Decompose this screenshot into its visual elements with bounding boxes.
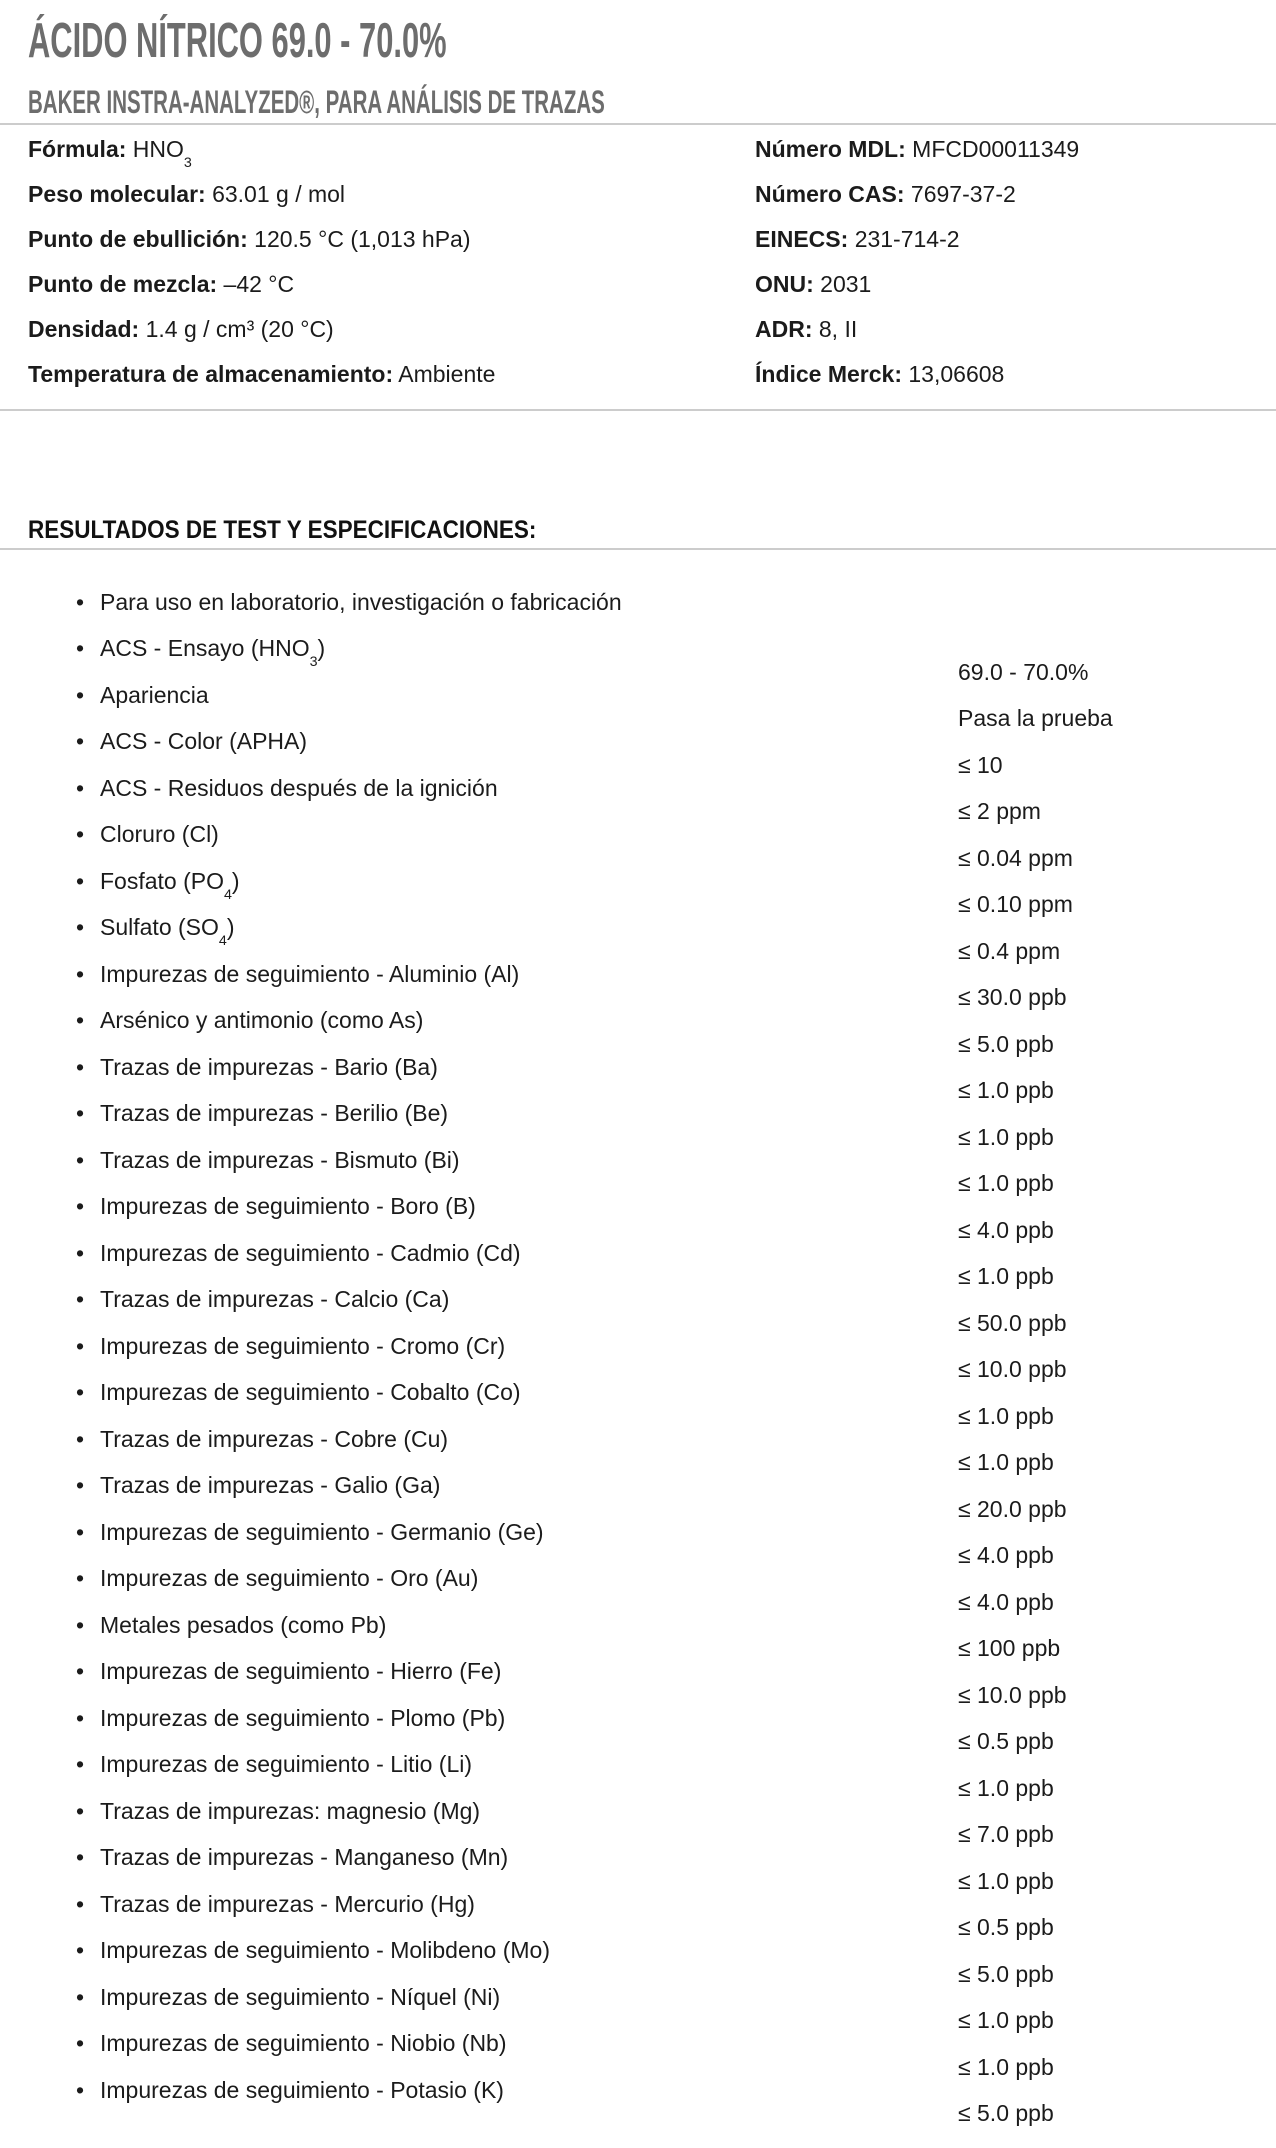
test-label: Impurezas de seguimiento - Niobio (Nb) — [100, 2030, 507, 2057]
value-item: ≤ 1.0 ppb — [958, 1867, 1054, 1894]
property-row — [755, 172, 1276, 217]
chem-subscript: 3 — [309, 654, 318, 671]
bullet-icon: • — [76, 1704, 85, 1731]
test-label: ACS - Residuos después de la ignición — [100, 774, 498, 801]
test-label: Para uso en laboratorio, investigación o fabricación — [100, 588, 622, 615]
bullet-icon: • — [76, 1379, 85, 1406]
property-label: Número CAS: — [755, 181, 905, 207]
bullet-icon: • — [76, 1146, 85, 1173]
test-label: Impurezas de seguimiento - Boro (B) — [100, 1193, 476, 1220]
bullet-icon: • — [76, 681, 85, 708]
value-item: ≤ 0.5 ppb — [958, 1914, 1054, 1941]
test-label: Impurezas de seguimiento - Plomo (Pb) — [100, 1704, 506, 1731]
bullet-icon: • — [76, 1611, 85, 1638]
property-value: MFCD00011349 — [912, 136, 1080, 162]
value-item: ≤ 100 ppb — [958, 1635, 1061, 1662]
properties-column-left — [28, 127, 755, 397]
value-item: ≤ 1.0 ppb — [958, 2007, 1054, 2034]
bullet-icon: • — [76, 728, 85, 755]
value-item: ≤ 50.0 ppb — [958, 1309, 1067, 1336]
bullet-icon: • — [76, 1658, 85, 1685]
property-value: 8, II — [818, 316, 858, 342]
properties-table — [28, 127, 1276, 397]
properties-column-right — [755, 127, 1276, 397]
value-item: ≤ 10.0 ppb — [958, 1681, 1067, 1708]
value-item: ≤ 1.0 ppb — [958, 1263, 1054, 1290]
value-item: ≤ 1.0 ppb — [958, 1402, 1054, 1429]
value-item: ≤ 10.0 ppb — [958, 1356, 1067, 1383]
bullet-icon: • — [76, 1983, 85, 2010]
test-label: Impurezas de seguimiento - Oro (Au) — [100, 1565, 479, 1592]
bullet-icon: • — [76, 1937, 85, 1964]
property-label: Fórmula: — [28, 136, 127, 162]
value-item: ≤ 5.0 ppb — [958, 2100, 1054, 2127]
bullet-icon: • — [76, 1844, 85, 1871]
test-label: Sulfato $(SO_4)$ — [100, 914, 235, 950]
test-label: Impurezas de seguimiento - Potasio (K) — [100, 2076, 504, 2103]
test-label: Arsénico y antimonio (como As) — [100, 1007, 424, 1034]
test-label: Trazas de impurezas - Galio (Ga) — [100, 1472, 441, 1499]
test-label: Impurezas de seguimiento - Níquel (Ni) — [100, 1983, 501, 2010]
value-item: ≤ 2 ppm — [958, 798, 1041, 825]
bullet-icon: • — [76, 1472, 85, 1499]
value-item: ≤ 1.0 ppb — [958, 1774, 1054, 1801]
test-label: Trazas de impurezas - Cobre (Cu) — [100, 1425, 449, 1452]
value-item: ≤ 4.0 ppb — [958, 1542, 1054, 1569]
bullet-icon: • — [76, 1890, 85, 1917]
property-value: 13,06608 — [908, 361, 1005, 387]
bullet-icon: • — [76, 635, 85, 662]
value-item: ≤ 1.0 ppb — [958, 1123, 1054, 1150]
page-title-text: ÁCIDO NÍTRICO 69.0 - 70.0% — [28, 14, 447, 68]
property-label: Densidad: — [28, 316, 140, 342]
property-label: ADR: — [755, 316, 813, 342]
property-value: $HNO_3$ — [132, 136, 192, 172]
value-item: ≤ 1.0 ppb — [958, 2053, 1054, 2080]
test-label: Impurezas de seguimiento - Cadmio (Cd) — [100, 1239, 521, 1266]
bullet-icon: • — [76, 1332, 85, 1359]
test-label: Trazas de impurezas - Calcio (Ca) — [100, 1286, 450, 1313]
test-label: Impurezas de seguimiento - Hierro (Fe) — [100, 1658, 502, 1685]
property-value: 63.01 g / mol — [212, 181, 346, 207]
test-label: Trazas de impurezas - Bismuto (Bi) — [100, 1146, 460, 1173]
property-row — [755, 352, 1276, 397]
value-item: ≤ 1.0 ppb — [958, 1449, 1054, 1476]
results-heading — [28, 514, 1276, 546]
bullet-icon: • — [76, 1100, 85, 1127]
value-item: ≤ 10 — [958, 751, 1003, 778]
results-section — [0, 579, 1276, 2127]
property-row — [755, 307, 1276, 352]
value-item: ≤ 5.0 ppb — [958, 1960, 1054, 1987]
value-item: ≤ 4.0 ppb — [958, 1588, 1054, 1615]
property-value: 7697-37-2 — [910, 181, 1016, 207]
test-label: Cloruro (Cl) — [100, 821, 219, 848]
property-label: Peso molecular: — [28, 181, 206, 207]
property-label: Índice Merck: — [755, 361, 902, 387]
divider — [0, 123, 1276, 125]
bullet-icon: • — [76, 1193, 85, 1220]
bullet-icon: • — [76, 1425, 85, 1452]
value-item: ≤ 7.0 ppb — [958, 1821, 1054, 1848]
value-item: ≤ 0.04 ppm — [958, 844, 1073, 871]
property-row — [755, 217, 1276, 262]
bullet-icon: • — [76, 1239, 85, 1266]
property-row — [28, 352, 755, 397]
bullet-icon: • — [76, 1565, 85, 1592]
test-label: Metales pesados (como Pb) — [100, 1611, 387, 1638]
test-label: Impurezas de seguimiento - Litio (Li) — [100, 1751, 472, 1778]
test-label: Apariencia — [100, 681, 209, 708]
product-spec-page — [0, 13, 1276, 2148]
page-subtitle — [28, 82, 1276, 122]
divider — [0, 409, 1276, 411]
value-item: Pasa la prueba — [958, 705, 1113, 732]
bullet-icon: • — [76, 2030, 85, 2057]
test-label: Fosfato $(PO_4)$ — [100, 867, 240, 903]
test-label: Trazas de impurezas - Berilio (Be) — [100, 1100, 449, 1127]
property-value: Ambiente — [398, 361, 496, 387]
value-item: ≤ 20.0 ppb — [958, 1495, 1067, 1522]
test-label: ACS - Ensayo $(HNO_3)$ — [100, 635, 326, 671]
bullet-icon: • — [76, 2076, 85, 2103]
value-item: ≤ 5.0 ppb — [958, 1030, 1054, 1057]
bullet-icon: • — [76, 588, 85, 615]
bullet-icon: • — [76, 1286, 85, 1313]
divider — [0, 548, 1276, 550]
property-label: Temperatura de almacenamiento: — [28, 361, 394, 387]
bullet-icon: • — [76, 821, 85, 848]
property-label: ONU: — [755, 271, 814, 297]
test-label: Impurezas de seguimiento - Aluminio (Al) — [100, 960, 520, 987]
value-item: ≤ 1.0 ppb — [958, 1170, 1054, 1197]
bullet-icon: • — [76, 774, 85, 801]
chem-subscript: 4 — [218, 933, 227, 950]
test-label: Impurezas de seguimiento - Cromo (Cr) — [100, 1332, 506, 1359]
bullet-icon: • — [76, 1007, 85, 1034]
property-label: Número MDL: — [755, 136, 906, 162]
value-item: ≤ 0.5 ppb — [958, 1728, 1054, 1755]
property-row — [28, 217, 755, 262]
page-subtitle-text: BAKER INSTRA-ANALYZED®, PARA ANÁLISIS DE TRAZAS — [28, 84, 605, 120]
property-row — [755, 127, 1276, 172]
test-item — [0, 579, 1276, 626]
bullet-icon: • — [76, 1518, 85, 1545]
property-value: 1.4 g / cm³ (20 °C) — [145, 316, 334, 342]
bullet-icon: • — [76, 1797, 85, 1824]
chem-subscript: 3 — [183, 155, 192, 172]
bullet-icon: • — [76, 867, 85, 894]
property-value: 2031 — [820, 271, 872, 297]
test-label: Trazas de impurezas: magnesio (Mg) — [100, 1797, 481, 1824]
chem-subscript: 4 — [223, 886, 232, 903]
property-row — [755, 262, 1276, 307]
value-item: ≤ 30.0 ppb — [958, 984, 1067, 1011]
test-label: ACS - Color (APHA) — [100, 728, 308, 755]
bullet-icon: • — [76, 960, 85, 987]
test-label: Impurezas de seguimiento - Germanio (Ge) — [100, 1518, 544, 1545]
test-label: Trazas de impurezas - Mercurio (Hg) — [100, 1890, 475, 1917]
bullet-icon: • — [76, 914, 85, 941]
test-label: Impurezas de seguimiento - Molibdeno (Mo) — [100, 1937, 550, 1964]
value-item: ≤ 1.0 ppb — [958, 1077, 1054, 1104]
property-value: 231-714-2 — [854, 226, 960, 252]
bullet-icon: • — [76, 1751, 85, 1778]
property-row — [28, 127, 755, 172]
value-item: 69.0 - 70.0% — [958, 658, 1089, 685]
page-title — [28, 13, 1276, 70]
value-item: ≤ 0.10 ppm — [958, 891, 1073, 918]
property-row — [28, 262, 755, 307]
property-value: –42 °C — [223, 271, 295, 297]
test-label: Trazas de impurezas - Bario (Ba) — [100, 1053, 438, 1080]
property-value: 120.5 °C (1,013 hPa) — [254, 226, 471, 252]
value-item: ≤ 0.4 ppm — [958, 937, 1061, 964]
results-heading-text: RESULTADOS DE TEST Y ESPECIFICACIONES: — [28, 516, 537, 544]
test-label: Trazas de impurezas - Manganeso (Mn) — [100, 1844, 509, 1871]
property-row — [28, 307, 755, 352]
bullet-icon: • — [76, 1053, 85, 1080]
property-label: Punto de mezcla: — [28, 271, 218, 297]
property-row — [28, 172, 755, 217]
test-label: Impurezas de seguimiento - Cobalto (Co) — [100, 1379, 521, 1406]
property-label: EINECS: — [755, 226, 849, 252]
value-item: ≤ 4.0 ppb — [958, 1216, 1054, 1243]
property-label: Punto de ebullición: — [28, 226, 248, 252]
value-list — [958, 649, 1113, 2137]
